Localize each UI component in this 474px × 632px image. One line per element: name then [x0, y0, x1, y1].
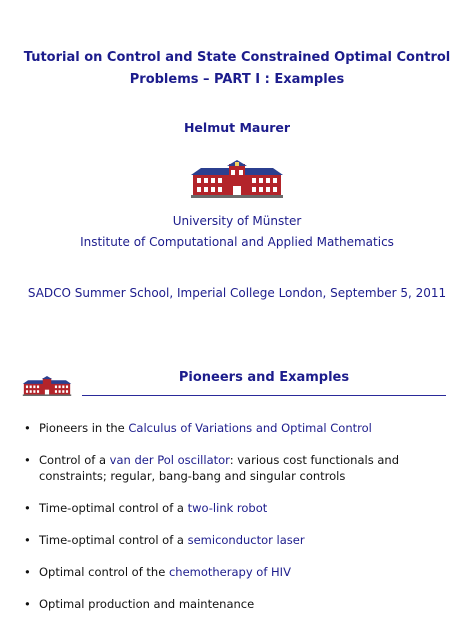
- examples-list: [22, 420, 462, 612]
- list-item: [22, 500, 462, 516]
- university-building-icon: [22, 376, 72, 396]
- slide-title-line-2: Problems – PART I : Examples: [129, 72, 345, 87]
- list-item: [22, 532, 462, 548]
- slide-title-line-1: Tutorial on Control and State Constrained Optimal Control: [23, 50, 451, 65]
- item-text: Optimal production and maintenance: [39, 597, 255, 611]
- institute-name: Institute of Computational and Applied Mathematics: [80, 235, 394, 249]
- item-text: Optimal control of the: [39, 565, 169, 579]
- university-name: University of Münster: [172, 214, 302, 228]
- item-link[interactable]: semiconductor laser: [187, 533, 305, 547]
- list-item: [22, 452, 462, 484]
- university-building-icon: [191, 160, 283, 198]
- pioneers-slide: [0, 340, 474, 632]
- item-link[interactable]: Calculus of Variations and Optimal Control: [128, 421, 372, 435]
- author-name: Helmut Maurer: [183, 120, 291, 135]
- item-text: Control of a: [39, 453, 110, 467]
- item-link[interactable]: two-link robot: [187, 501, 268, 515]
- item-text: Pioneers in the: [39, 421, 129, 435]
- item-link[interactable]: van der Pol oscillator: [109, 453, 230, 467]
- item-text: Time-optimal control of a: [39, 533, 188, 547]
- list-item: [22, 564, 462, 580]
- item-link[interactable]: chemotherapy of HIV: [168, 565, 291, 579]
- item-text: Time-optimal control of a: [39, 501, 188, 515]
- list-item: [22, 596, 462, 612]
- item-text-tail: : various cost functionals and constraints; regular, bang-bang and singular controls: [39, 453, 399, 483]
- event-line: SADCO Summer School, Imperial College London, September 5, 2011: [27, 286, 447, 300]
- list-item: [22, 420, 462, 436]
- heading-rule: [82, 395, 446, 396]
- section-heading: Pioneers and Examples: [178, 370, 350, 385]
